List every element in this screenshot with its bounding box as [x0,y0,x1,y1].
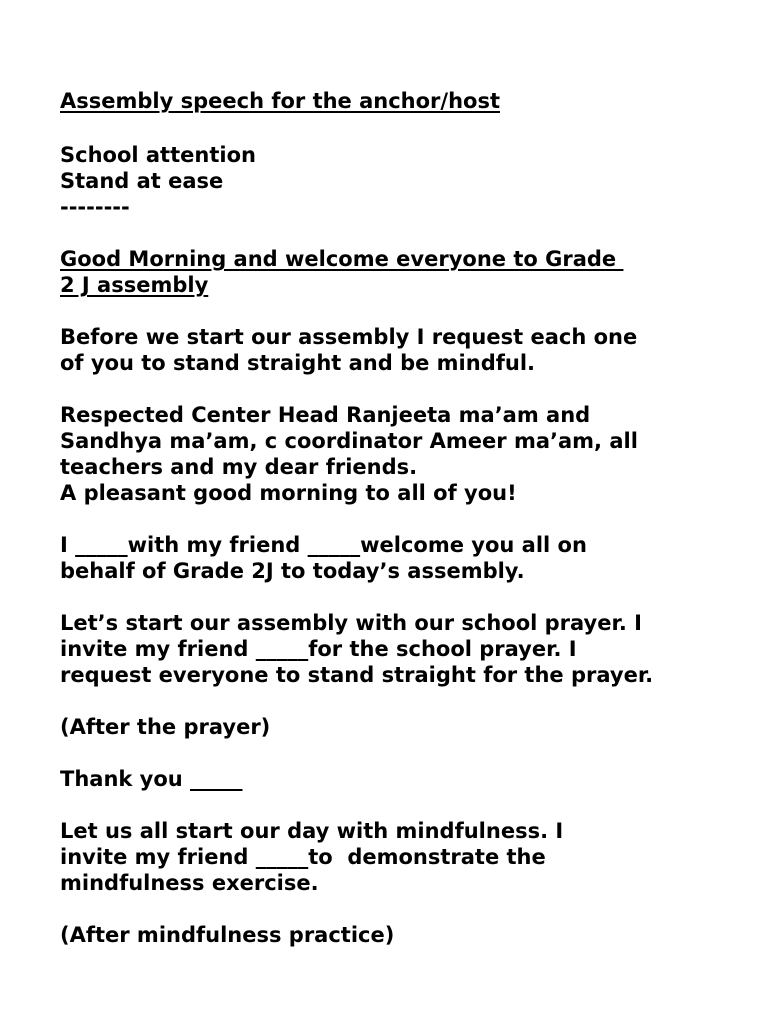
paragraph-line: Sandhya ma’am, c coordinator Ameer ma’am, all [60,429,638,453]
paragraph-line: request everyone to stand straight for the prayer. [60,663,654,687]
paragraph-line: teachers and my dear friends. [60,455,418,479]
paragraph-prayer [60,610,740,688]
paragraph-thank-you [60,766,740,792]
paragraph-request [60,324,740,376]
paragraph-welcome [60,532,740,584]
paragraph-line: behalf of Grade 2J to today’s assembly. [60,559,525,583]
stage-direction-after-prayer [60,714,740,740]
paragraph-line: Let’s start our assembly with our school prayer. I [60,611,642,635]
welcome-heading-line: 2 J assembly [60,273,209,297]
paragraph-line: Before we start our assembly I request each one [60,325,638,349]
welcome-heading [60,246,740,298]
paragraph-mindfulness [60,818,740,896]
paragraph-line: Respected Center Head Ranjeeta ma’am and [60,403,591,427]
paragraph-line: (After the prayer) [60,715,271,739]
paragraph-line: of you to stand straight and be mindful. [60,351,536,375]
command-line: School attention [60,143,256,167]
paragraph-line: I _____with my friend _____welcome you all on [60,533,587,557]
paragraph-line: mindfulness exercise. [60,871,319,895]
paragraph-line: Thank you _____ [60,767,243,791]
paragraph-greetings [60,402,740,506]
paragraph-line: (After mindfulness practice) [60,923,395,947]
paragraph-line: invite my friend _____for the school prayer. I [60,637,577,661]
document-page [60,88,740,948]
paragraph-line: A pleasant good morning to all of you! [60,481,517,505]
welcome-heading-line: Good Morning and welcome everyone to Grade [60,247,624,271]
paragraph-line: invite my friend _____to demonstrate the [60,845,546,869]
command-line: Stand at ease [60,169,224,193]
paragraph-line: Let us all start our day with mindfulness. I [60,819,564,843]
commands-block [60,142,740,220]
stage-direction-after-mindfulness [60,922,740,948]
separator-line: -------- [60,195,130,219]
document-title: Assembly speech for the anchor/host [60,89,500,113]
